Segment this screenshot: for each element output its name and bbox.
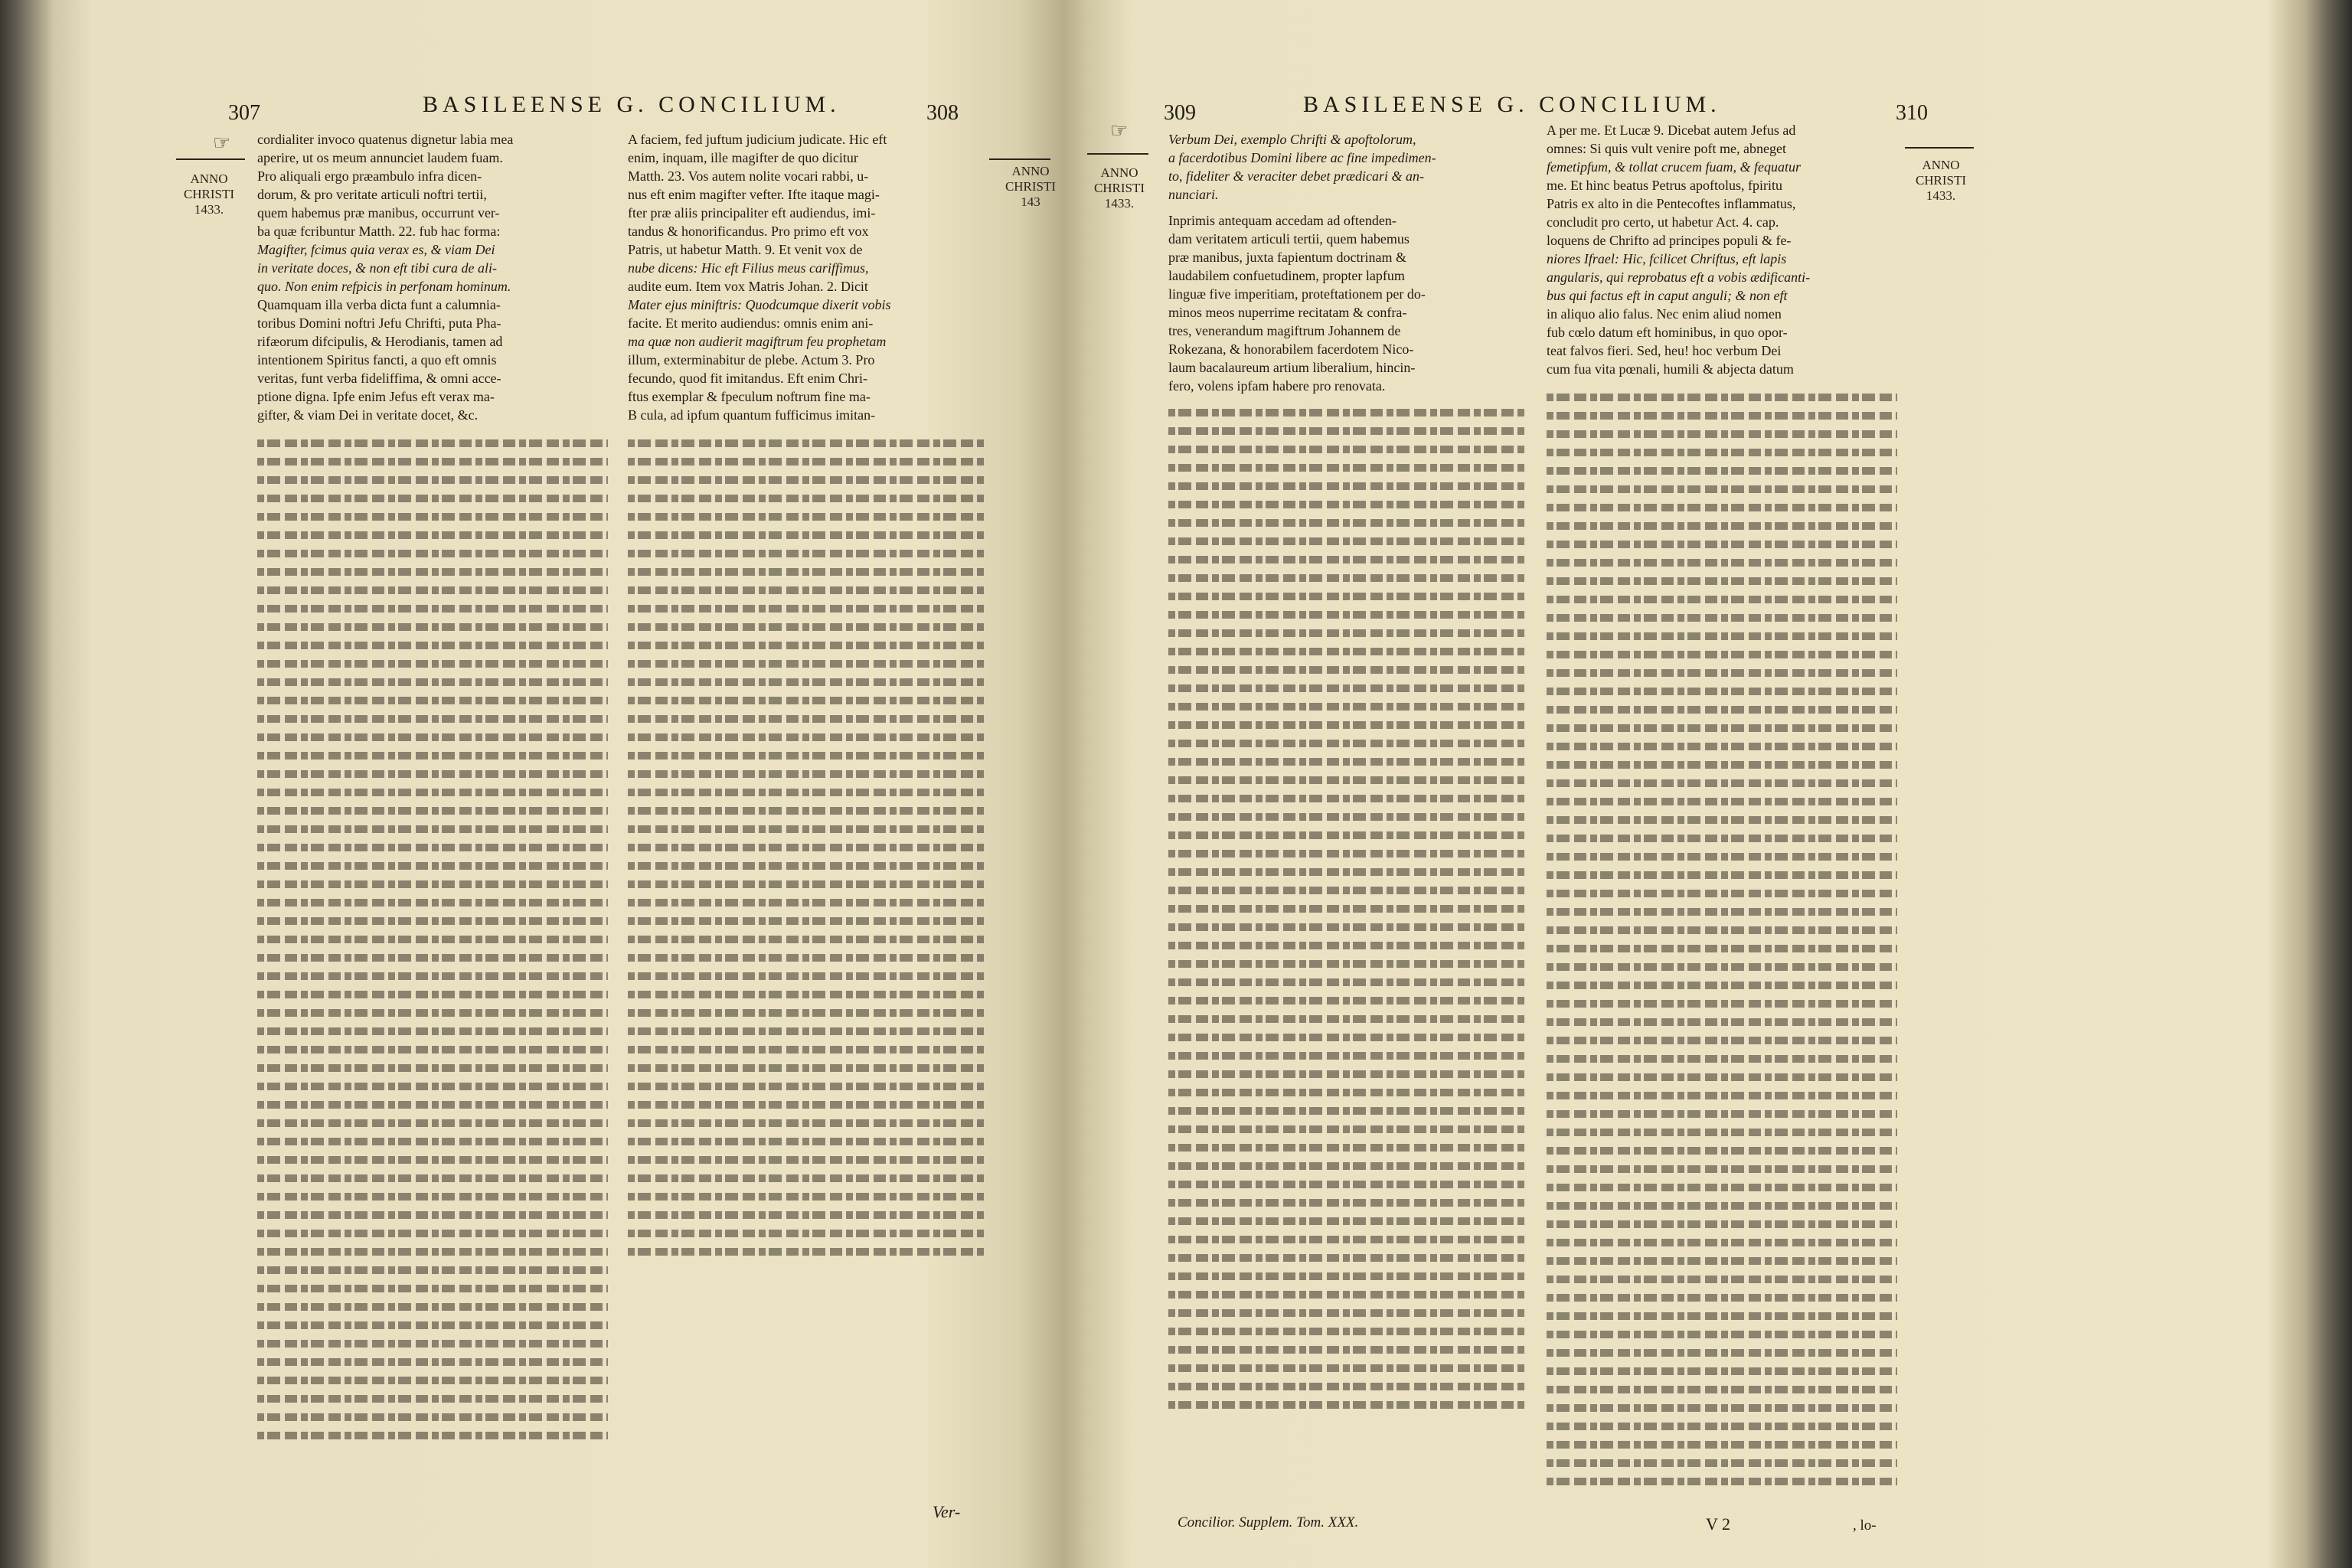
right-margin-note — [1000, 164, 1061, 210]
text-line: ftus exemplar & fpeculum noftrum fine ma- — [628, 389, 871, 404]
right-column-1 — [1168, 130, 1528, 395]
text-line: in veritate doces, & non eft tibi cura de ali- — [257, 260, 497, 276]
right-page — [1087, 0, 2297, 1568]
text-line: dam veritatem articuli tertii, quem habemus — [1168, 231, 1410, 247]
text-line: nunciari. — [1168, 187, 1219, 202]
pointing-hand-icon: ☞ — [1110, 119, 1129, 142]
text-line: A per me. Et Lucæ 9. Dicebat autem Jefus ad — [1547, 122, 1796, 138]
text-line: fter præ aliis principaliter eft audiendus, imi- — [628, 205, 876, 220]
text-line: Pro aliquali ergo præambulo infra dicen- — [257, 168, 482, 184]
text-line: Magifter, fcimus quia verax es, & viam Dei — [257, 242, 495, 257]
margin-rule — [989, 158, 1050, 160]
text-line: ba quæ fcribuntur Matth. 22. fub hac forma: — [257, 224, 501, 239]
margin-rule — [176, 158, 245, 160]
page-number-307: 307 — [228, 101, 260, 125]
margin-christi: CHRISTI — [1915, 173, 1967, 188]
text-line: Matth. 23. Vos autem nolite vocari rabbi, u- — [628, 168, 869, 184]
left-page — [46, 0, 1072, 1568]
catchword: , lo- — [1853, 1517, 1877, 1534]
text-line: fero, volens ipfam habere pro renovata. — [1168, 378, 1386, 394]
text-line: angularis, qui reprobatus eft a vobis ædificanti- — [1547, 270, 1811, 285]
text-line: laudabilem confuetudinem, propter lapfum — [1168, 268, 1405, 283]
text-line: bus qui factus eft in caput anguli; & non eft — [1547, 288, 1788, 303]
margin-year: 1433. — [194, 202, 224, 217]
text-line: Quamquam illa verba dicta funt a calumnia- — [257, 297, 501, 312]
right-column-2-continued-text — [1547, 383, 1897, 1485]
text-line: A faciem, fed juftum judicium judicate. Hic eft — [628, 132, 887, 147]
text-line: Verbum Dei, exemplo Chrifti & apoftolorum, — [1168, 132, 1416, 147]
margin-year: 1433. — [1104, 196, 1135, 211]
text-line: loquens de Chrifto ad principes populi & fe- — [1547, 233, 1792, 248]
text-line: gifter, & viam Dei in veritate docet, &c. — [257, 407, 479, 423]
text-line: omnes: Si quis vult venire poft me, abneget — [1547, 141, 1786, 156]
text-line: ma quæ non audierit magiftrum feu prophetam — [628, 334, 887, 349]
text-line: Inprimis antequam accedam ad oftenden- — [1168, 213, 1396, 228]
text-line: Rokezana, & honorabilem facerdotem Nico- — [1168, 341, 1414, 357]
text-line: minos meos nuperrime recitatam & confra- — [1168, 305, 1407, 320]
right-column-2 — [1547, 121, 1899, 378]
left-column-1 — [257, 130, 609, 424]
text-line: cum fua vita pœnali, humili & abjecta datum — [1547, 361, 1794, 377]
running-title: BASILEENSE G. CONCILIUM. — [423, 92, 841, 117]
catchword: Ver- — [933, 1502, 961, 1521]
left-column-2-continued-text — [628, 429, 985, 1256]
margin-anno: ANNO — [1100, 165, 1138, 180]
page-number-310: 310 — [1896, 101, 1928, 125]
text-line: quo. Non enim refpicis in perfonam hominum. — [257, 279, 511, 294]
margin-rule — [1087, 153, 1148, 155]
pointing-hand-icon: ☞ — [213, 132, 231, 155]
text-line: dorum, & pro veritate articuli noftri tertii, — [257, 187, 487, 202]
text-line: fecundo, quod fit imitandus. Eft enim Chri- — [628, 371, 867, 386]
text-line: B cula, ad ipfum quantum fufficimus imitan- — [628, 407, 876, 423]
margin-rule — [1905, 147, 1974, 149]
text-line: tres, venerandum magiftrum Johannem de — [1168, 323, 1401, 338]
left-margin-note — [175, 172, 243, 217]
text-line: præ manibus, juxta fapientum doctrinam & — [1168, 250, 1406, 265]
margin-christi: CHRISTI — [1093, 181, 1145, 195]
text-line: niores Ifrael: Hic, fcilicet Chriftus, eft lapis — [1547, 251, 1787, 266]
text-line: femetipfum, & tollat crucem fuam, & fequatur — [1547, 159, 1801, 175]
margin-christi: CHRISTI — [1004, 179, 1057, 194]
text-line: nube dicens: Hic eft Filius meus cariffimus, — [628, 260, 869, 276]
margin-christi: CHRISTI — [183, 187, 235, 201]
text-line: illum, exterminabitur de plebe. Actum 3. Pro — [628, 352, 875, 368]
page-number-309: 309 — [1164, 101, 1196, 125]
text-line: to, fideliter & veraciter debet prædicari & an- — [1168, 168, 1424, 184]
page-number-308: 308 — [926, 101, 959, 125]
running-title: BASILEENSE G. CONCILIUM. — [1303, 92, 1721, 117]
text-line: laum bacalaureum artium liberalium, hincin- — [1168, 360, 1416, 375]
text-line: concludit pro certo, ut habetur Act. 4. cap. — [1547, 214, 1779, 230]
text-line: Mater ejus miniftris: Quodcumque dixerit vobis — [628, 297, 891, 312]
text-line: veritas, funt verba fideliffima, & omni acce- — [257, 371, 501, 386]
text-line: a facerdotibus Domini libere ac fine impedimen- — [1168, 150, 1436, 165]
text-line: Patris, ut habetur Matth. 9. Et venit vox de — [628, 242, 863, 257]
text-line: fub cœlo datum eft hominibus, in quo opor- — [1547, 325, 1788, 340]
text-line: rifæorum difcipulis, & Herodianis, tamen ad — [257, 334, 503, 349]
text-line: cordialiter invoco quatenus dignetur labia mea — [257, 132, 514, 147]
margin-anno: ANNO — [190, 172, 228, 186]
margin-year: 143 — [1021, 194, 1040, 209]
text-line: nus eft enim magifter vefter. Ifte itaque magi- — [628, 187, 880, 202]
text-line: linguæ five imperitiam, proteftationem per do- — [1168, 286, 1426, 302]
text-line: Patris ex alto in die Pentecoftes inflammatus, — [1547, 196, 1796, 211]
text-line: toribus Domini noftri Jefu Chrifti, puta Pha- — [257, 315, 501, 331]
text-line: in aliquo alio falus. Nec enim aliud nomen — [1547, 306, 1782, 322]
text-line: tandus & honorificandus. Pro primo eft vox — [628, 224, 869, 239]
left-column-2 — [628, 130, 988, 424]
margin-year: 1433. — [1926, 188, 1956, 203]
text-line: ptione digna. Ipfe enim Jefus eft verax ma- — [257, 389, 495, 404]
right-column-1-continued-text — [1168, 398, 1527, 1409]
right-margin-note — [1906, 158, 1975, 204]
text-line: intentionem Spiritus fancti, a quo eft omnis — [257, 352, 497, 368]
text-line: quem habemus præ manibus, occurrunt ver- — [257, 205, 500, 220]
text-line: aperire, ut os meum annunciet laudem fuam. — [257, 150, 503, 165]
left-column-1-continued-text — [257, 429, 608, 1439]
signature-mark: V 2 — [1706, 1514, 1730, 1534]
volume-reference: Concilior. Supplem. Tom. XXX. — [1178, 1514, 1359, 1530]
text-line: teat falvos fieri. Sed, heu! hoc verbum Dei — [1547, 343, 1782, 358]
text-line: audite eum. Item vox Matris Johan. 2. Dicit — [628, 279, 868, 294]
text-line: me. Et hinc beatus Petrus apoftolus, fpiritu — [1547, 178, 1782, 193]
text-line: facite. Et merito audiendus: omnis enim ani- — [628, 315, 874, 331]
margin-anno: ANNO — [1011, 164, 1050, 178]
left-margin-note — [1089, 165, 1150, 211]
text-line: enim, inquam, ille magifter de quo dicitur — [628, 150, 858, 165]
margin-anno: ANNO — [1922, 158, 1960, 172]
